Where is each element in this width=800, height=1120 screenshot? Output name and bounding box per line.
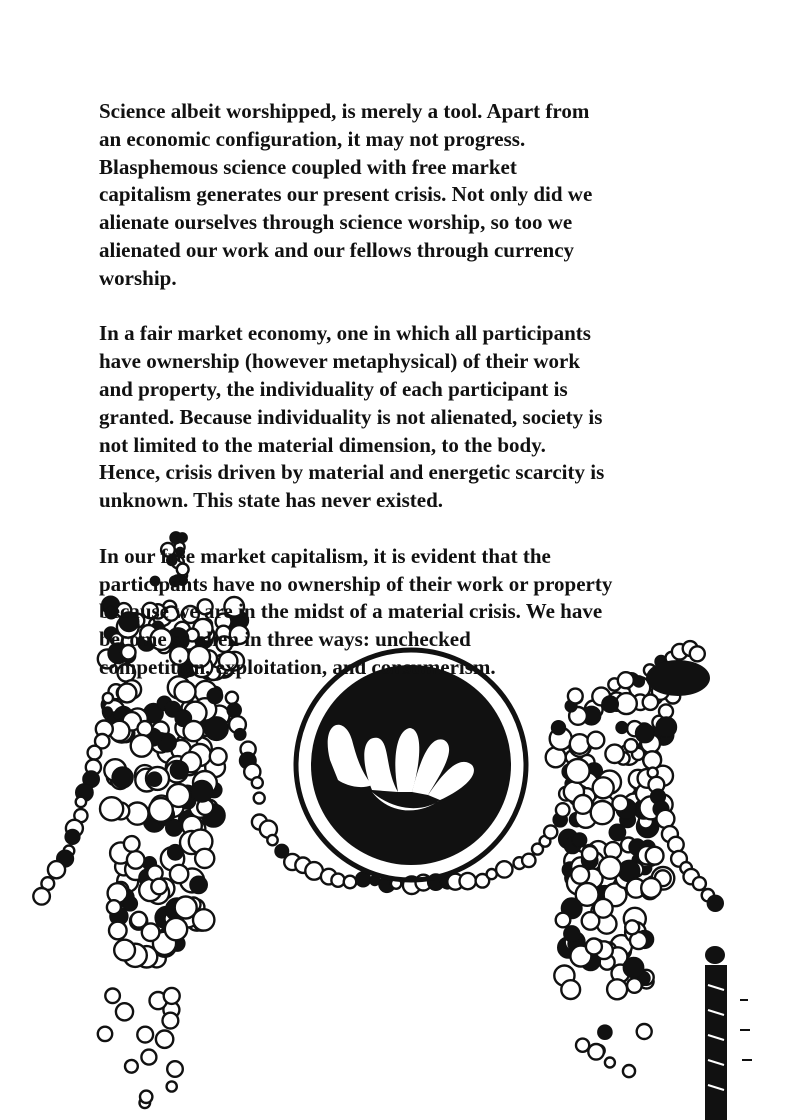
bead xyxy=(156,1031,173,1048)
bead xyxy=(460,873,476,889)
text-line: capitalism generates our present crisis. Not only did we xyxy=(99,182,593,207)
text-line: alienate ourselves through science worship, so too we xyxy=(99,210,573,235)
bead xyxy=(571,866,589,884)
bead xyxy=(564,926,580,942)
bead xyxy=(588,1044,604,1060)
bead xyxy=(109,922,127,940)
paragraph-2 xyxy=(99,320,739,515)
bead xyxy=(123,896,138,911)
bead xyxy=(605,745,623,763)
bead xyxy=(707,895,723,911)
bead xyxy=(582,846,598,862)
bead xyxy=(623,1065,635,1077)
bead xyxy=(175,897,197,919)
bead xyxy=(170,761,188,779)
bead xyxy=(170,865,188,883)
bead xyxy=(76,797,86,807)
bead xyxy=(625,739,638,752)
bead xyxy=(131,735,153,757)
text-line: Blasphemous science coupled with free market xyxy=(99,154,517,179)
bead xyxy=(556,913,571,928)
bead xyxy=(693,877,706,890)
bead xyxy=(570,734,590,754)
bead xyxy=(234,728,246,740)
bead xyxy=(598,1025,613,1040)
ladder-rungs xyxy=(740,1000,752,1060)
bead xyxy=(210,748,227,765)
bottom-right-figure xyxy=(705,946,752,1120)
bead xyxy=(616,721,628,733)
bead xyxy=(88,746,102,760)
text-line: worship. xyxy=(99,265,177,290)
bead xyxy=(191,780,213,802)
bead xyxy=(112,767,133,788)
bead xyxy=(627,978,642,993)
bead xyxy=(544,825,557,838)
bead xyxy=(594,899,613,918)
bead xyxy=(623,957,644,978)
bead xyxy=(586,939,602,955)
bead xyxy=(591,801,614,824)
text-line: have ownership (however metaphysical) of their work xyxy=(99,349,581,374)
text-line: because we are in the midst of a material crisis. We have xyxy=(99,599,603,624)
bead xyxy=(588,732,605,749)
bead xyxy=(124,836,140,852)
bead xyxy=(142,923,160,941)
paragraph-1 xyxy=(99,98,739,293)
bead xyxy=(165,918,187,940)
text-line: alienated our work and our fellows through currency xyxy=(99,237,575,262)
bead xyxy=(522,854,535,867)
bead xyxy=(331,874,344,887)
bead xyxy=(572,833,587,848)
bead xyxy=(105,989,120,1004)
bead xyxy=(496,861,512,877)
bead xyxy=(556,803,570,817)
bead xyxy=(141,1050,156,1065)
text-line: Science albeit worshipped, is merely a tool. Apart from xyxy=(99,99,590,123)
bead xyxy=(149,798,173,822)
text-line: Hence, crisis driven by material and energetic scarcity is xyxy=(99,460,605,485)
bead xyxy=(190,876,208,894)
bead xyxy=(561,980,580,999)
bead xyxy=(593,777,614,798)
bead xyxy=(612,796,628,812)
bead xyxy=(184,721,204,741)
text-line: In a fair market economy, one in which all participants xyxy=(99,321,591,346)
bead xyxy=(125,1060,138,1073)
bead xyxy=(641,878,661,898)
bead xyxy=(151,879,167,895)
essay-text xyxy=(99,98,739,710)
bead xyxy=(551,721,565,735)
bead xyxy=(147,772,162,787)
bead xyxy=(140,1091,152,1103)
bead xyxy=(33,888,50,905)
bead xyxy=(116,1003,133,1020)
bead xyxy=(100,797,123,820)
text-line: granted. Because individuality is not alienated, society is xyxy=(99,404,603,429)
bead xyxy=(195,849,214,868)
text-line: competition, exploitation, and consumerism. xyxy=(99,654,496,679)
text-line: participants have no ownership of their work or property xyxy=(99,571,613,596)
paragraph-3 xyxy=(99,543,739,682)
bead xyxy=(98,1027,112,1041)
bead xyxy=(566,759,590,783)
bead xyxy=(609,824,626,841)
bead xyxy=(166,819,183,836)
text-line: and property, the individuality of each participant is xyxy=(99,376,568,401)
bead xyxy=(138,721,153,736)
bead xyxy=(65,829,80,844)
bead xyxy=(163,1013,179,1029)
text-line: an economic configuration, it may not progress. xyxy=(99,126,526,151)
text-line: become so alien in three ways: unchecked xyxy=(99,627,471,652)
bead xyxy=(605,1058,615,1068)
bead xyxy=(167,1081,177,1091)
bead xyxy=(637,1024,652,1039)
bead xyxy=(164,988,180,1004)
bead xyxy=(254,793,265,804)
bead xyxy=(267,835,277,845)
bead xyxy=(127,851,145,869)
bead xyxy=(576,1039,589,1052)
bead xyxy=(114,940,135,961)
bead xyxy=(635,724,654,743)
bead xyxy=(625,920,639,934)
bead xyxy=(48,861,65,878)
bead xyxy=(344,876,357,889)
bead xyxy=(646,847,664,865)
bead xyxy=(656,717,677,738)
text-line: unknown. This state has never existed. xyxy=(99,488,444,513)
text-line: In our free market capitalism, it is evident that the xyxy=(99,543,551,568)
bead xyxy=(137,1027,153,1043)
bead xyxy=(252,777,263,788)
bead xyxy=(574,795,593,814)
bead xyxy=(204,717,228,741)
bead xyxy=(607,979,627,999)
bead xyxy=(599,857,621,879)
bead xyxy=(167,1061,183,1077)
bead xyxy=(107,900,121,914)
text-line: not limited to the material dimension, to the body. xyxy=(99,432,546,457)
